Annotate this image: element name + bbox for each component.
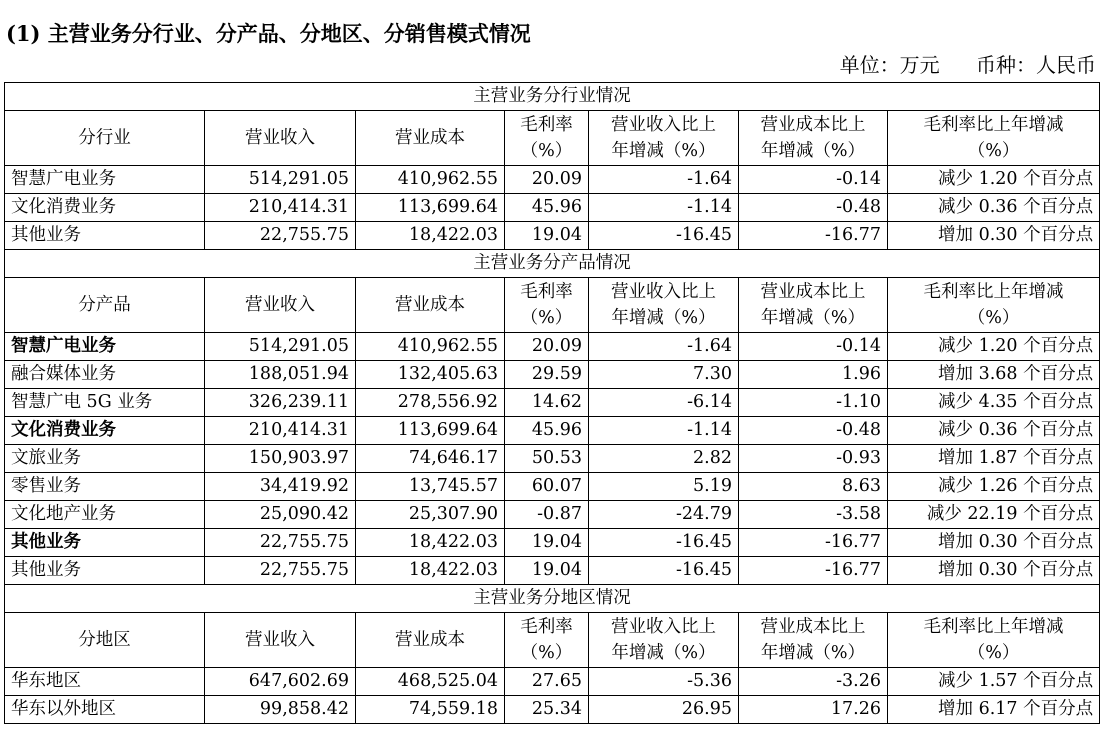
revenue-cell: 210,414.31 [205, 194, 356, 222]
margin-change-cell: 增加 0.30 个百分点 [888, 529, 1100, 557]
gross-margin-header-line1: 毛利率 [520, 617, 573, 637]
cost-cell: 74,559.18 [356, 696, 505, 724]
table-row [5, 333, 1100, 361]
margin-change-cell: 减少 0.36 个百分点 [888, 194, 1100, 222]
table-row [5, 389, 1100, 417]
cost-change-cell: -3.26 [739, 668, 888, 696]
margin-change-cell: 减少 1.20 个百分点 [888, 166, 1100, 194]
cost-change-cell: 17.26 [739, 696, 888, 724]
gross-margin-header-line1: 毛利率 [520, 282, 573, 302]
revenue-change-cell: -16.45 [589, 557, 739, 585]
revenue-cell: 514,291.05 [205, 333, 356, 361]
revenue-change-header [589, 111, 739, 166]
revenue-cell: 25,090.42 [205, 501, 356, 529]
margin-change-header-line1: 毛利率比上年增减 [923, 617, 1064, 637]
revenue-cell: 22,755.75 [205, 222, 356, 250]
unit-currency-note [840, 50, 1096, 80]
row-name-cell: 智慧广电 5G 业务 [5, 389, 205, 417]
cost-change-cell: -16.77 [739, 529, 888, 557]
margin-change-cell: 减少 1.20 个百分点 [888, 333, 1100, 361]
cost-cell: 18,422.03 [356, 529, 505, 557]
cost-change-header [739, 613, 888, 668]
margin-change-header-line2: （%） [967, 308, 1020, 328]
table-row [5, 361, 1100, 389]
table-row [5, 222, 1100, 250]
gross-margin-header-line2: （%） [520, 643, 573, 663]
revenue-cell: 647,602.69 [205, 668, 356, 696]
table-row [5, 501, 1100, 529]
cost-change-header-line1: 营业成本比上 [760, 282, 866, 302]
row-name-cell: 其他业务 [5, 222, 205, 250]
revenue-header: 营业收入 [205, 111, 356, 166]
gross-margin-cell: 25.34 [505, 696, 589, 724]
margin-change-cell: 增加 0.30 个百分点 [888, 222, 1100, 250]
gross-margin-cell: -0.87 [505, 501, 589, 529]
section-title-row [5, 83, 1100, 111]
revenue-cell: 34,419.92 [205, 473, 356, 501]
cost-header: 营业成本 [356, 278, 505, 333]
cost-change-header-line2: 年增减（%） [760, 308, 866, 328]
revenue-change-cell: -16.45 [589, 222, 739, 250]
revenue-change-header-line1: 营业收入比上 [611, 115, 716, 135]
gross-margin-header-line2: （%） [520, 141, 573, 161]
table-row [5, 417, 1100, 445]
revenue-cell: 99,858.42 [205, 696, 356, 724]
cost-change-header [739, 278, 888, 333]
revenue-change-header-line2: 年增减（%） [611, 308, 716, 328]
row-name-cell: 文旅业务 [5, 445, 205, 473]
gross-margin-cell: 60.07 [505, 473, 589, 501]
margin-change-cell: 减少 1.57 个百分点 [888, 668, 1100, 696]
gross-margin-cell: 20.09 [505, 333, 589, 361]
revenue-change-header [589, 613, 739, 668]
margin-change-cell: 减少 0.36 个百分点 [888, 417, 1100, 445]
margin-change-header [888, 111, 1100, 166]
cost-change-cell: -0.14 [739, 333, 888, 361]
cost-change-cell: -0.14 [739, 166, 888, 194]
gross-margin-header-line2: （%） [520, 308, 573, 328]
section-title: 主营业务分地区情况 [5, 585, 1100, 613]
revenue-cell: 150,903.97 [205, 445, 356, 473]
revenue-cell: 210,414.31 [205, 417, 356, 445]
revenue-header: 营业收入 [205, 613, 356, 668]
gross-margin-cell: 19.04 [505, 557, 589, 585]
revenue-cell: 22,755.75 [205, 529, 356, 557]
margin-change-header [888, 278, 1100, 333]
margin-change-header-line2: （%） [967, 141, 1020, 161]
main-business-table [4, 82, 1100, 724]
margin-change-cell: 减少 1.26 个百分点 [888, 473, 1100, 501]
gross-margin-cell: 19.04 [505, 529, 589, 557]
cost-cell: 132,405.63 [356, 361, 505, 389]
cost-cell: 13,745.57 [356, 473, 505, 501]
row-name-cell: 智慧广电业务 [5, 166, 205, 194]
margin-change-cell: 增加 0.30 个百分点 [888, 557, 1100, 585]
row-name-cell: 华东以外地区 [5, 696, 205, 724]
column-header-row [5, 278, 1100, 333]
cost-change-cell: -0.48 [739, 417, 888, 445]
revenue-change-cell: 7.30 [589, 361, 739, 389]
cost-cell: 410,962.55 [356, 333, 505, 361]
table-row [5, 696, 1100, 724]
cost-change-header [739, 111, 888, 166]
revenue-change-cell: -24.79 [589, 501, 739, 529]
cost-change-cell: 1.96 [739, 361, 888, 389]
column-header-row [5, 613, 1100, 668]
gross-margin-cell: 45.96 [505, 417, 589, 445]
table-row [5, 194, 1100, 222]
revenue-change-header-line2: 年增减（%） [611, 141, 716, 161]
table-row [5, 473, 1100, 501]
row-name-cell: 华东地区 [5, 668, 205, 696]
gross-margin-cell: 14.62 [505, 389, 589, 417]
revenue-change-cell: -16.45 [589, 529, 739, 557]
gross-margin-header [505, 613, 589, 668]
revenue-change-cell: -6.14 [589, 389, 739, 417]
cost-cell: 410,962.55 [356, 166, 505, 194]
cost-change-header-line2: 年增减（%） [760, 141, 866, 161]
revenue-change-cell: -1.64 [589, 333, 739, 361]
cost-cell: 278,556.92 [356, 389, 505, 417]
cost-change-header-line1: 营业成本比上 [760, 617, 866, 637]
revenue-cell: 326,239.11 [205, 389, 356, 417]
cost-cell: 113,699.64 [356, 417, 505, 445]
revenue-change-cell: 2.82 [589, 445, 739, 473]
revenue-change-cell: -1.14 [589, 194, 739, 222]
cost-change-cell: -16.77 [739, 222, 888, 250]
cost-header: 营业成本 [356, 111, 505, 166]
table-row [5, 445, 1100, 473]
cost-change-cell: -3.58 [739, 501, 888, 529]
margin-change-cell: 增加 3.68 个百分点 [888, 361, 1100, 389]
cost-cell: 113,699.64 [356, 194, 505, 222]
cost-cell: 468,525.04 [356, 668, 505, 696]
cost-cell: 18,422.03 [356, 222, 505, 250]
revenue-change-cell: -1.14 [589, 417, 739, 445]
cost-change-cell: -16.77 [739, 557, 888, 585]
margin-change-cell: 增加 6.17 个百分点 [888, 696, 1100, 724]
section-title-row [5, 250, 1100, 278]
gross-margin-header [505, 111, 589, 166]
section-title: 主营业务分产品情况 [5, 250, 1100, 278]
gross-margin-cell: 19.04 [505, 222, 589, 250]
row-name-cell: 智慧广电业务 [5, 333, 205, 361]
row-name-cell: 文化消费业务 [5, 417, 205, 445]
table-row [5, 668, 1100, 696]
revenue-change-cell: 5.19 [589, 473, 739, 501]
margin-change-header [888, 613, 1100, 668]
gross-margin-header [505, 278, 589, 333]
revenue-change-header-line1: 营业收入比上 [611, 282, 716, 302]
cost-cell: 25,307.90 [356, 501, 505, 529]
revenue-change-header-line2: 年增减（%） [611, 643, 716, 663]
table-row [5, 166, 1100, 194]
margin-change-header-line2: （%） [967, 643, 1020, 663]
column-header-row [5, 111, 1100, 166]
margin-change-cell: 减少 22.19 个百分点 [888, 501, 1100, 529]
row-name-cell: 文化消费业务 [5, 194, 205, 222]
cost-cell: 74,646.17 [356, 445, 505, 473]
revenue-cell: 514,291.05 [205, 166, 356, 194]
category-header: 分产品 [5, 278, 205, 333]
revenue-change-header [589, 278, 739, 333]
gross-margin-cell: 45.96 [505, 194, 589, 222]
gross-margin-cell: 20.09 [505, 166, 589, 194]
cost-change-header-line1: 营业成本比上 [760, 115, 866, 135]
category-header: 分行业 [5, 111, 205, 166]
margin-change-header-line1: 毛利率比上年增减 [923, 282, 1064, 302]
section-title: 主营业务分行业情况 [5, 83, 1100, 111]
revenue-cell: 188,051.94 [205, 361, 356, 389]
unit-label: 单位：万元 [839, 53, 940, 77]
revenue-header: 营业收入 [205, 278, 356, 333]
gross-margin-cell: 50.53 [505, 445, 589, 473]
category-header: 分地区 [5, 613, 205, 668]
section-heading: (1) 主营业务分行业、分产品、分地区、分销售模式情况 [6, 21, 531, 46]
row-name-cell: 其他业务 [5, 557, 205, 585]
row-name-cell: 零售业务 [5, 473, 205, 501]
cost-change-header-line2: 年增减（%） [760, 643, 866, 663]
gross-margin-cell: 29.59 [505, 361, 589, 389]
revenue-change-cell: -5.36 [589, 668, 739, 696]
gross-margin-cell: 27.65 [505, 668, 589, 696]
row-name-cell: 文化地产业务 [5, 501, 205, 529]
revenue-cell: 22,755.75 [205, 557, 356, 585]
cost-header: 营业成本 [356, 613, 505, 668]
revenue-change-cell: -1.64 [589, 166, 739, 194]
margin-change-header-line1: 毛利率比上年增减 [923, 115, 1064, 135]
table-row [5, 529, 1100, 557]
currency-label: 币种：人民币 [976, 53, 1096, 77]
revenue-change-header-line1: 营业收入比上 [611, 617, 716, 637]
table-row [5, 557, 1100, 585]
margin-change-cell: 增加 1.87 个百分点 [888, 445, 1100, 473]
cost-change-cell: 8.63 [739, 473, 888, 501]
cost-change-cell: -0.93 [739, 445, 888, 473]
cost-change-cell: -0.48 [739, 194, 888, 222]
table-body [5, 83, 1100, 724]
cost-change-cell: -1.10 [739, 389, 888, 417]
row-name-cell: 其他业务 [5, 529, 205, 557]
margin-change-cell: 减少 4.35 个百分点 [888, 389, 1100, 417]
cost-cell: 18,422.03 [356, 557, 505, 585]
revenue-change-cell: 26.95 [589, 696, 739, 724]
gross-margin-header-line1: 毛利率 [520, 115, 573, 135]
section-title-row [5, 585, 1100, 613]
row-name-cell: 融合媒体业务 [5, 361, 205, 389]
